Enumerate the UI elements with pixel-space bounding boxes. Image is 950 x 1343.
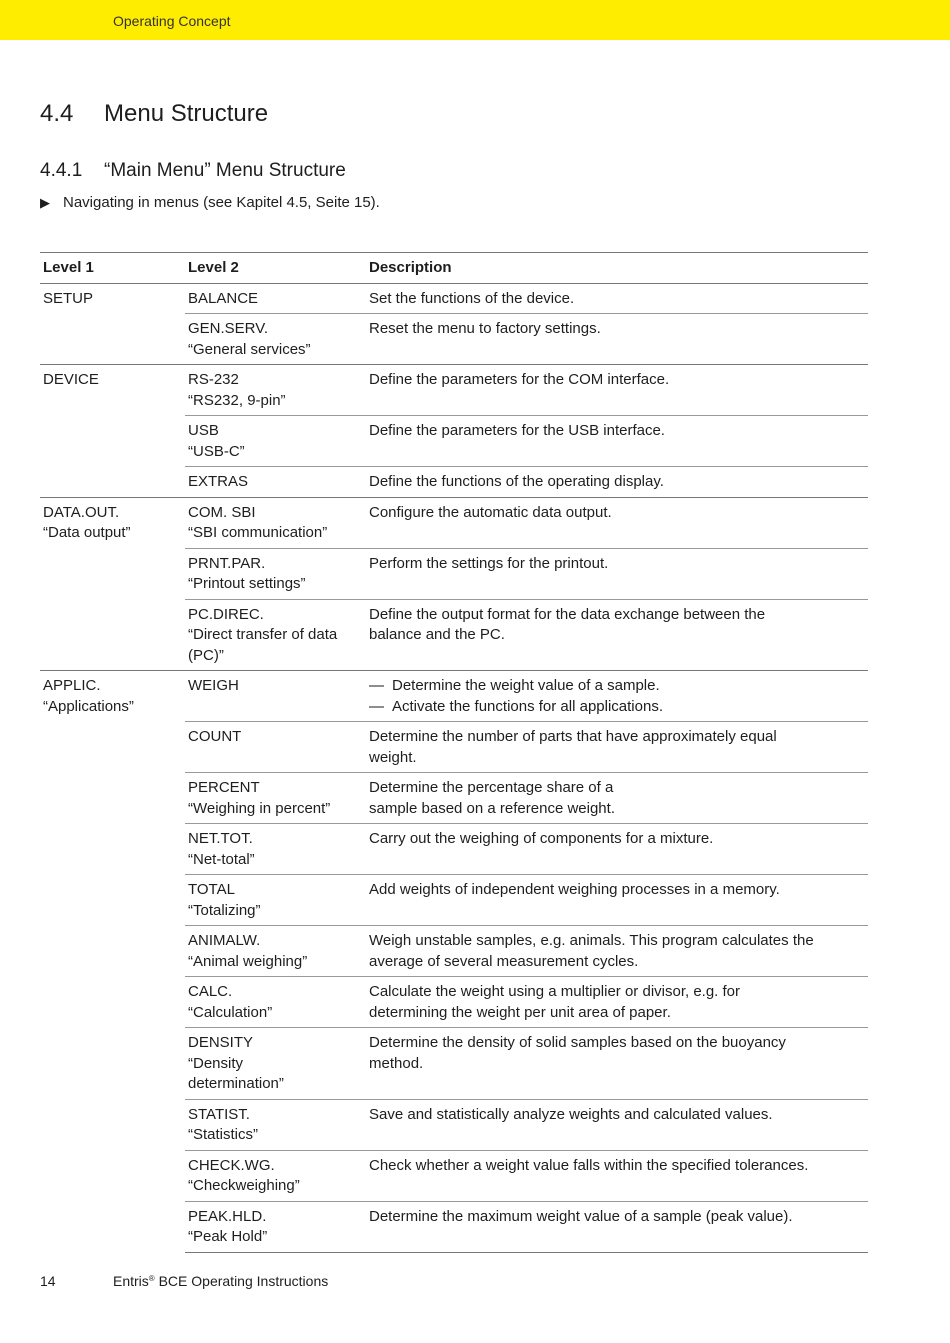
level2-cell xyxy=(185,1150,366,1201)
level2-cell xyxy=(185,467,366,498)
subsection-title-text: “Main Menu” Menu Structure xyxy=(104,160,346,181)
description-cell xyxy=(366,416,868,467)
table-body xyxy=(40,283,868,1252)
description-line: Determine the percentage share of a xyxy=(369,779,614,796)
description-line: Carry out the weighing of components for a mixture. xyxy=(369,830,714,847)
description-cell xyxy=(366,548,868,599)
level2-cell xyxy=(185,548,366,599)
description-line: determining the weight per unit area of paper. xyxy=(369,1003,671,1021)
description-line: Check whether a weight value falls within the specified tolerances. xyxy=(369,1156,809,1174)
level2-line: NET.TOT. xyxy=(188,830,253,847)
level1-line: “Data output” xyxy=(43,524,131,541)
level2-cell xyxy=(185,1028,366,1100)
description-cell xyxy=(366,773,868,824)
level2-line: determination” xyxy=(188,1075,284,1092)
description-line: Define the output format for the data exchange between the xyxy=(369,605,766,623)
level1-cell xyxy=(40,365,185,498)
level2-cell xyxy=(185,671,366,722)
description-line: Determine the number of parts that have approximately equal xyxy=(369,728,777,745)
level2-line: DENSITY xyxy=(188,1034,254,1051)
description-cell xyxy=(366,283,868,314)
level2-line: TOTAL xyxy=(188,881,235,898)
table-row xyxy=(40,497,868,548)
header-bar xyxy=(0,0,950,40)
description-line: balance and the PC. xyxy=(369,626,505,643)
level1-cell xyxy=(40,497,185,671)
level2-line: GEN.SERV. xyxy=(188,320,269,337)
level2-cell xyxy=(185,875,366,926)
navigation-note-link[interactable]: Navigating in menus (see Kapitel 4.5, Seite 15). xyxy=(63,194,380,211)
level2-cell xyxy=(185,1201,366,1252)
description-line: Add weights of independent weighing processes in a memory. xyxy=(369,881,780,898)
level1-cell xyxy=(40,671,185,1253)
level2-cell xyxy=(185,283,366,314)
level2-line: COUNT xyxy=(188,728,242,745)
level2-line: PEAK.HLD. xyxy=(188,1207,267,1225)
level2-cell xyxy=(185,416,366,467)
level2-cell xyxy=(185,599,366,671)
table-row xyxy=(40,365,868,416)
navigation-note xyxy=(40,194,380,211)
level2-line: PRNT.PAR. xyxy=(188,554,266,572)
level2-cell xyxy=(185,497,366,548)
description-cell xyxy=(366,1099,868,1150)
level2-line: CHECK.WG. xyxy=(188,1156,275,1174)
description-cell xyxy=(366,824,868,875)
chapter-title: Operating Concept xyxy=(113,13,231,29)
footer-brand: Entris xyxy=(113,1273,149,1289)
level2-cell xyxy=(185,926,366,977)
footer-title xyxy=(113,1273,328,1289)
level2-line: “Net-total” xyxy=(188,850,255,868)
section-title xyxy=(40,100,268,128)
level2-line: (PC)” xyxy=(188,646,224,664)
description-cell xyxy=(366,1201,868,1252)
description-line: sample based on a reference weight. xyxy=(369,799,615,817)
registered-mark: ® xyxy=(148,1274,155,1283)
description-cell xyxy=(366,722,868,773)
description-cell xyxy=(366,314,868,365)
level2-line: “Animal weighing” xyxy=(188,952,308,970)
level2-line: “Totalizing” xyxy=(188,901,261,919)
level1-line: DEVICE xyxy=(43,371,99,388)
subsection-number: 4.4.1 xyxy=(40,160,83,181)
description-line: Calculate the weight using a multiplier or divisor, e.g. for xyxy=(369,983,741,1000)
description-line: Perform the settings for the printout. xyxy=(369,554,609,572)
level2-cell xyxy=(185,722,366,773)
description-cell xyxy=(366,875,868,926)
level2-line: CALC. xyxy=(188,983,233,1000)
description-cell xyxy=(366,599,868,671)
level2-line: “SBI communication” xyxy=(188,524,328,541)
description-cell xyxy=(366,671,868,722)
level2-line: BALANCE xyxy=(188,289,259,307)
level2-line: “Peak Hold” xyxy=(188,1228,268,1245)
level2-line: “Statistics” xyxy=(188,1126,259,1143)
description-line: average of several measurement cycles. xyxy=(369,952,639,970)
table-row xyxy=(40,283,868,314)
level2-line: COM. SBI xyxy=(188,503,256,521)
level2-line: “RS232, 9-pin” xyxy=(188,391,286,409)
description-line: Determine the maximum weight value of a sample (peak value). xyxy=(369,1207,793,1225)
footer-title-text: BCE Operating Instructions xyxy=(158,1273,329,1289)
level2-line: RS-232 xyxy=(188,371,239,388)
level2-cell xyxy=(185,365,366,416)
description-cell xyxy=(366,467,868,498)
level2-line: “Checkweighing” xyxy=(188,1177,300,1194)
description-line: Reset the menu to factory settings. xyxy=(369,320,601,337)
description-line: method. xyxy=(369,1054,424,1072)
level2-line: “USB-C” xyxy=(188,442,245,460)
description-line: Determine the density of solid samples based on the buoyancy xyxy=(369,1034,786,1051)
arrow-right-icon: ▶ xyxy=(40,195,50,210)
table-header-row xyxy=(40,253,868,284)
level1-cell xyxy=(40,283,185,365)
level2-line: “Density xyxy=(188,1054,244,1072)
level1-line: “Applications” xyxy=(43,697,134,715)
page-number: 14 xyxy=(40,1273,56,1289)
level2-cell xyxy=(185,977,366,1028)
header-description: Description xyxy=(366,253,868,284)
level2-line: “General services” xyxy=(188,340,311,358)
description-cell xyxy=(366,926,868,977)
level2-cell xyxy=(185,1099,366,1150)
description-line: Define the parameters for the USB interface. xyxy=(369,422,665,439)
description-line: Set the functions of the device. xyxy=(369,289,575,307)
level2-line: WEIGH xyxy=(188,677,239,694)
header-level1: Level 1 xyxy=(40,253,185,284)
dash-list-item: — Activate the functions for all applications. xyxy=(369,697,865,718)
description-line: Configure the automatic data output. xyxy=(369,503,612,521)
description-line: Define the functions of the operating display. xyxy=(369,473,664,490)
level2-line: PC.DIREC. xyxy=(188,605,264,623)
description-cell xyxy=(366,365,868,416)
section-number: 4.4 xyxy=(40,100,74,127)
level2-line: ANIMALW. xyxy=(188,932,261,949)
header-level2: Level 2 xyxy=(185,253,366,284)
level2-cell xyxy=(185,314,366,365)
level2-line: STATIST. xyxy=(188,1105,250,1123)
level1-line: APPLIC. xyxy=(43,677,101,694)
level2-line: “Direct transfer of data xyxy=(188,626,338,643)
level1-line: DATA.OUT. xyxy=(43,503,120,521)
level2-line: PERCENT xyxy=(188,779,260,796)
dash-list-item: — Determine the weight value of a sample. xyxy=(369,676,865,697)
subsection-title xyxy=(40,160,346,182)
description-cell xyxy=(366,977,868,1028)
level2-line: EXTRAS xyxy=(188,473,249,490)
level2-cell xyxy=(185,773,366,824)
description-cell xyxy=(366,1028,868,1100)
table-row xyxy=(40,671,868,722)
description-line: Save and statistically analyze weights and calculated values. xyxy=(369,1105,773,1123)
menu-structure-table xyxy=(40,252,868,1253)
description-cell xyxy=(366,1150,868,1201)
level2-line: USB xyxy=(188,422,219,439)
level2-line: “Printout settings” xyxy=(188,575,306,592)
level2-cell xyxy=(185,824,366,875)
description-cell xyxy=(366,497,868,548)
level2-line: “Calculation” xyxy=(188,1003,273,1021)
level2-line: “Weighing in percent” xyxy=(188,799,331,817)
section-title-text: Menu Structure xyxy=(104,100,269,127)
description-line: weight. xyxy=(369,748,417,766)
level1-line: SETUP xyxy=(43,289,94,307)
description-line: Weigh unstable samples, e.g. animals. This program calculates the xyxy=(369,932,814,949)
description-line: Define the parameters for the COM interface. xyxy=(369,371,670,388)
